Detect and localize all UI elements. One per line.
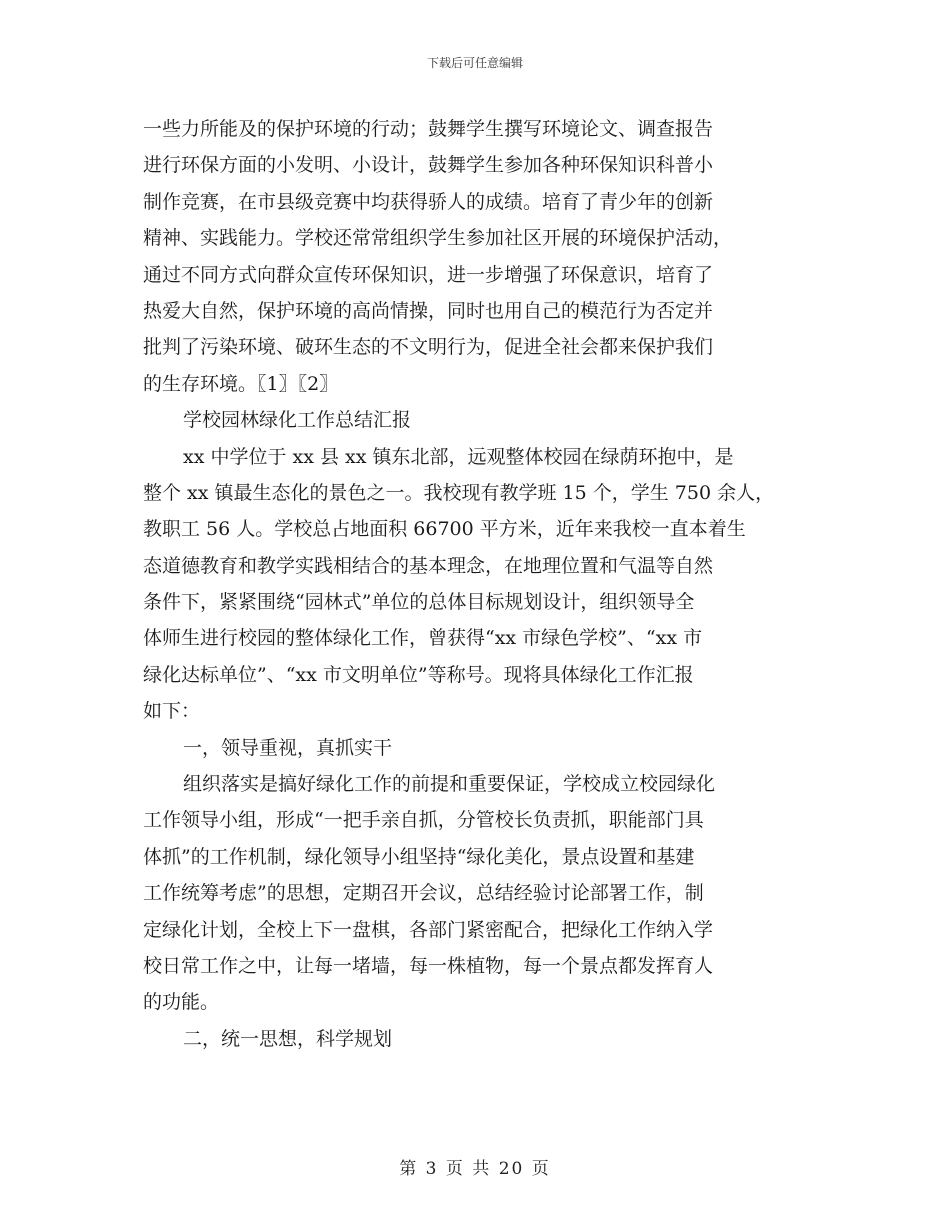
- text-line: 学校园林绿化工作总结汇报: [183, 409, 412, 432]
- text-line: 如下：: [143, 700, 201, 723]
- text-line: 热爱大自然，保护环境的高尚情操，同时也用自己的模范行为否定并: [143, 299, 714, 322]
- text-line: 组织落实是搞好绿化工作的前提和重要保证，学校成立校园绿化: [183, 773, 716, 796]
- text-line: 绿化达标单位”、“xx 市文明单位”等称号。现将具体绿化工作汇报: [143, 663, 694, 686]
- text-line: 进行环保方面的小发明、小设计，鼓舞学生参加各种环保知识科普小: [143, 154, 714, 177]
- text-line: 的功能。: [143, 991, 220, 1014]
- page-header-note: 下载后可任意编辑: [426, 56, 523, 70]
- text-line: xx 中学位于 xx 县 xx 镇东北部，远观整体校园在绿荫环抱中，是: [183, 445, 734, 468]
- text-line: 一，领导重视，真抓实干: [183, 736, 393, 759]
- text-line: 制作竞赛，在市县级竞赛中均获得骄人的成绩。培育了青少年的创新: [143, 190, 714, 213]
- text-line: 定绿化计划，全校上下一盘棋，各部门紧密配合，把绿化工作纳入学: [143, 918, 714, 941]
- text-line: 的生存环境。〖1〗〖2〗: [143, 372, 339, 395]
- text-line: 体抓”的工作机制，绿化领导小组坚持“绿化美化，景点设置和基建: [143, 845, 695, 868]
- text-line: 校日常工作之中，让每一堵墙，每一株植物，每一个景点都发挥育人: [143, 954, 714, 977]
- text-line: 体师生进行校园的整体绿化工作，曾获得“xx 市绿色学校”、“xx 市: [143, 627, 703, 650]
- text-line: 一些力所能及的保护环境的行动；鼓舞学生撰写环境论文、调查报告: [143, 118, 714, 140]
- text-line: 整个 xx 镇最生态化的景色之一。我校现有教学班 15 个，学生 750 余人，: [143, 481, 775, 504]
- document-body: [143, 111, 823, 1057]
- text-line: 二，统一思想，科学规划: [183, 1027, 393, 1050]
- text-line: 教职工 56 人。学校总占地面积 66700 平方米，近年来我校一直本着生: [143, 518, 746, 541]
- text-line: 条件下，紧紧围绕“园林式”单位的总体目标规划设计，组织领导全: [143, 591, 695, 614]
- text-line: 工作领导小组，形成“一把手亲自抓，分管校长负责抓，职能部门具: [143, 809, 704, 832]
- text-line: 通过不同方式向群众宣传环保知识，进一步增强了环保意识，培育了: [143, 263, 714, 286]
- text-line: 工作统筹考虑”的思想，定期召开会议，总结经验讨论部署工作，制: [143, 882, 704, 905]
- text-line: 批判了污染环境、破环生态的不文明行为，促进全社会都来保护我们: [143, 336, 714, 359]
- text-line: 精神、实践能力。学校还常常组织学生参加社区开展的环境保护活动，: [143, 227, 733, 250]
- text-line: 态道德教育和教学实践相结合的基本理念，在地理位置和气温等自然: [143, 554, 714, 577]
- page-number-footer: 第 3 页 共 20 页: [399, 1159, 551, 1179]
